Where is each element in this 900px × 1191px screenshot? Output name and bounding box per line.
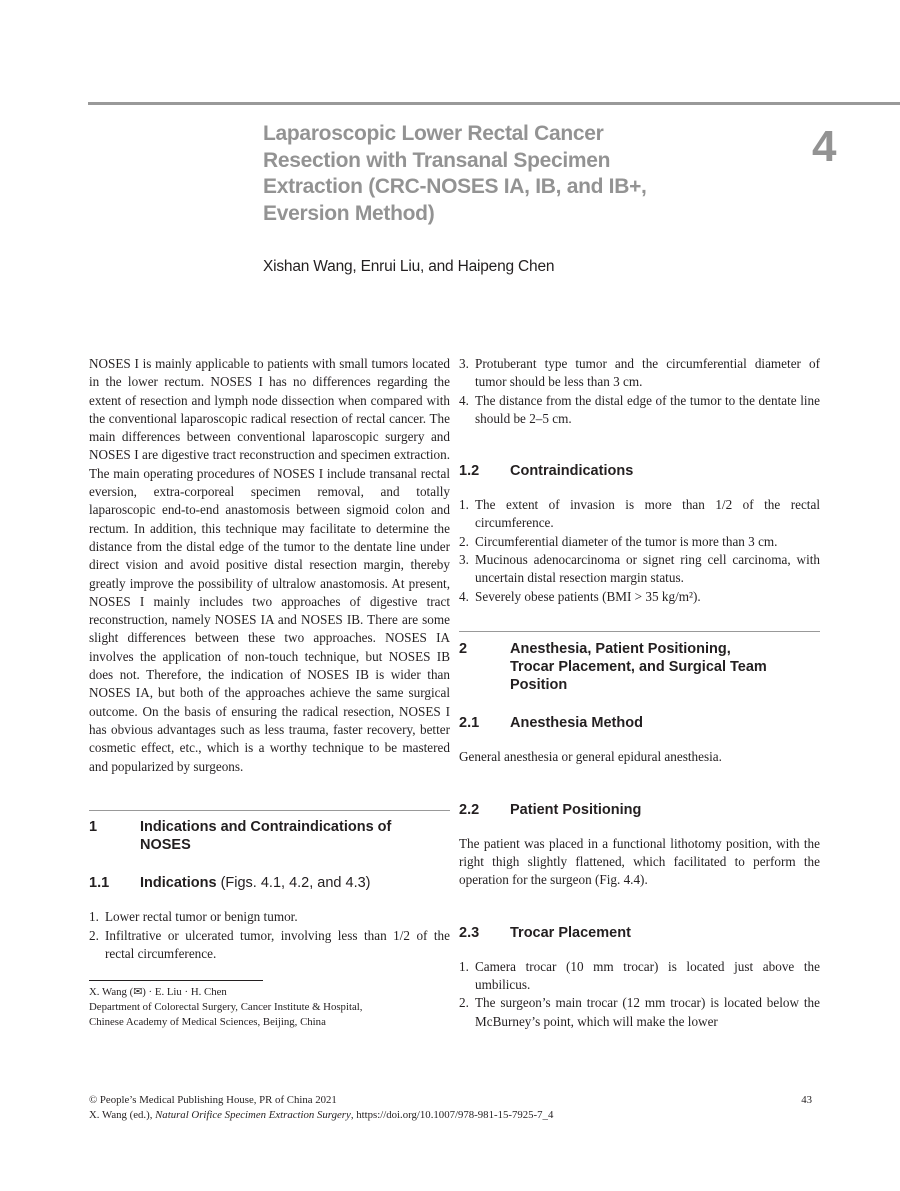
author-footnote	[89, 985, 450, 1030]
section-number: 2	[459, 641, 468, 658]
section-2-2-heading	[459, 801, 820, 819]
section-1-2-heading	[459, 462, 820, 480]
list-item: 2. Circumferential diameter of the tumor is more than 3 cm.	[459, 533, 778, 549]
contraindications-list	[459, 496, 820, 606]
chapter-title-line: Resection with Transanal Specimen	[263, 148, 611, 172]
section-title: Anesthesia, Patient Positioning, Trocar Placement, and Surgical Team Position	[510, 641, 767, 694]
section-number: 2.1	[459, 715, 480, 732]
list-item: 2. Infiltrative or ulcerated tumor, involving less than 1/2 of the rectal circumference.	[89, 927, 450, 961]
chapter-top-rule	[88, 102, 900, 105]
doi-link[interactable]: , https://doi.org/10.1007/978-981-15-7925-7_4	[350, 1109, 554, 1121]
page-number: 43	[801, 1094, 812, 1106]
chapter-title-line: Laparoscopic Lower Rectal Cancer	[263, 122, 604, 145]
right-column	[459, 355, 820, 1031]
list-item: 4. The distance from the distal edge of the tumor to the dentate line should be 2–5 cm.	[459, 392, 820, 426]
section-title: Indications and Contraindications of NOSES	[140, 819, 392, 854]
section-title: Indications	[140, 875, 217, 892]
indications-list-continued	[459, 355, 820, 428]
list-item: 1. Camera trocar (10 mm trocar) is located just above the umbilicus.	[459, 958, 820, 992]
list-item: 1. The extent of invasion is more than 1/2 of the rectal circumference.	[459, 497, 820, 531]
chapter-title	[263, 121, 683, 227]
footnote-affiliation: Department of Colorectal Surgery, Cancer Institute & Hospital,	[89, 1001, 363, 1014]
book-title: Natural Orifice Specimen Extraction Surgery	[155, 1109, 351, 1121]
section-number: 1.1	[89, 875, 110, 892]
section-title: Contraindications	[510, 463, 634, 480]
list-item: 3. Mucinous adenocarcinoma or signet ring cell carcinoma, with uncertain distal resection margin status.	[459, 552, 820, 586]
left-column	[89, 355, 450, 1030]
trocar-list	[459, 958, 820, 1031]
citation-line: X. Wang (ed.), Natural Orifice Specimen Extraction Surgery, https://doi.org/10.1007/978-981-15-7925-7_4	[89, 1109, 554, 1121]
section-2-1-heading	[459, 714, 820, 732]
section-number: 2.3	[459, 924, 480, 941]
section-number: 2.2	[459, 801, 480, 818]
positioning-paragraph: The patient was placed in a functional lithotomy position, with the right thigh slightly flattened, which facilitated to perform the operation for the surgeon (Fig. 4.4).	[459, 835, 820, 888]
section-title: Patient Positioning	[510, 801, 642, 818]
copyright-line: © People’s Medical Publishing House, PR of China 2021	[89, 1094, 337, 1106]
page-footer	[89, 1093, 812, 1123]
chapter-authors: Xishan Wang, Enrui Liu, and Haipeng Chen	[263, 258, 555, 275]
footnote-affiliation: Chinese Academy of Medical Sciences, Beijing, China	[89, 1016, 326, 1029]
intro-paragraph: NOSES I is mainly applicable to patients with small tumors located in the lower rectum. NOSES I has no differences regarding the extent of resection and lymph node dissection when compared with the conventional laparoscopic radical resection of rectal cancer. The main differences between conventional laparoscopic surgery and NOSES I are digestive tract reconstruction and specimen extraction. The main operating procedures of NOSES I include transanal rectal eversion, extra-corporeal specimen removal, and totally laparoscopic end-to-end anastomosis between sigmoid colon and rectum. In addition, this technique may facilitate to determine the distance from the distal edge of the tumor to the dentate line under direct vision and avoid positive distal resection margin, thereby greatly improve the possibility of ultralow anastomosis. At present, NOSES I mainly includes two approaches of digestive tract reconstruction, namely NOSES IA and NOSES IB. There are some slight differences between these two approaches. NOSES IA involves the application of non-touch technique, but NOSES IB does not. Therefore, the indication of NOSES IB is wider than NOSES IA, but both of the approaches achieve the same surgical outcome. On the basis of ensuring the radical resection, NOSES I has obvious advantages such as less trauma, faster recovery, better cosmetic effect, etc., which is a worthy technique to be mastered and popularized by surgeons.	[89, 356, 450, 774]
section-title: Anesthesia Method	[510, 715, 643, 732]
section-2-3-heading	[459, 924, 820, 942]
section-1-1-heading	[89, 874, 450, 892]
section-1-heading	[89, 818, 450, 854]
figure-reference[interactable]: (Figs. 4.1, 4.2, and 4.3)	[220, 875, 371, 892]
list-item: 1. Lower rectal tumor or benign tumor.	[89, 909, 298, 925]
list-item: 4. Severely obese patients (BMI > 35 kg/m²).	[459, 588, 701, 604]
anesthesia-paragraph: General anesthesia or general epidural anesthesia.	[459, 749, 722, 765]
chapter-number: 4	[812, 122, 837, 171]
chapter-title-line: Eversion Method)	[263, 201, 435, 225]
section-number: 1.2	[459, 463, 480, 480]
list-item: 3. Protuberant type tumor and the circumferential diameter of tumor should be less than 3 cm.	[459, 356, 820, 390]
list-item: 2. The surgeon’s main trocar (12 mm trocar) is located below the McBurney’s point, which will make the lower	[459, 995, 820, 1029]
chapter-title-line: Extraction (CRC-NOSES IA, IB, and IB+,	[263, 175, 647, 198]
footnote-authors: X. Wang (✉) · E. Liu · H. Chen	[89, 986, 227, 999]
indications-list	[89, 908, 450, 963]
section-title: Trocar Placement	[510, 924, 631, 941]
section-2-heading	[459, 640, 820, 694]
section-number: 1	[89, 819, 98, 836]
